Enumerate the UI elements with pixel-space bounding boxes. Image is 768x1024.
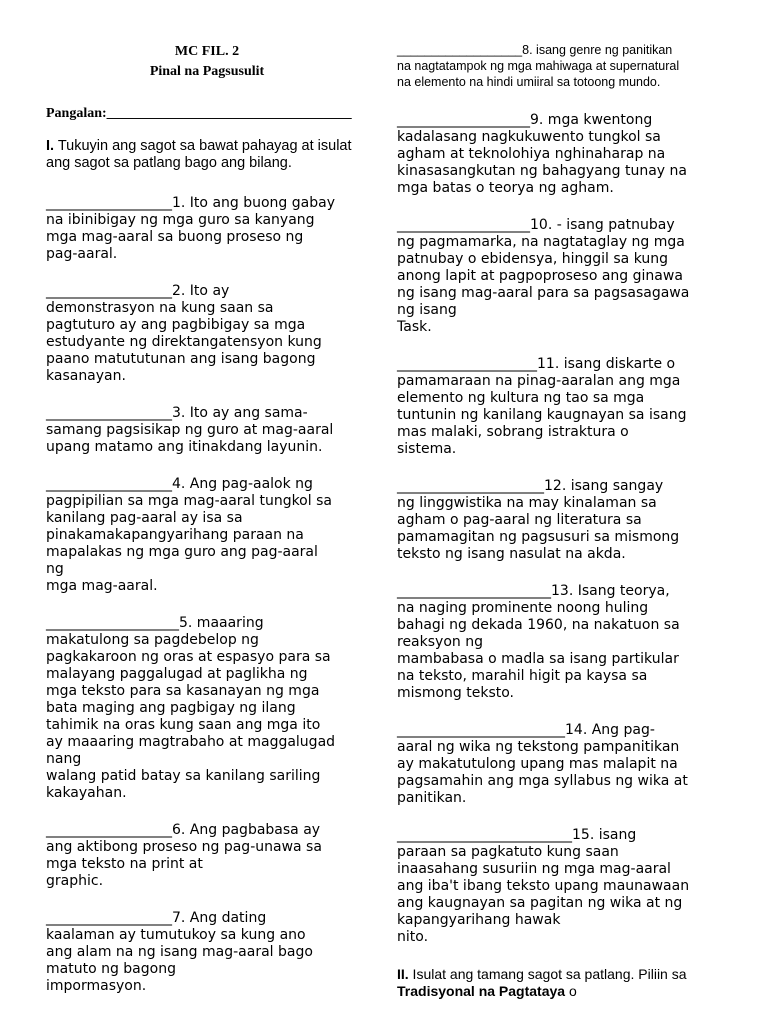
course-title: MC FIL. 2 [174, 44, 240, 59]
answer-blank-5: ___________________ [46, 615, 179, 631]
answer-blank-13: ______________________ [397, 583, 551, 599]
question-text-10: 10. - isang patnubay ng pagmamarka, na nagtataglay ng mga patnubay o ebidensya, hinggil sa kung anong lapit at pagpoproseso ang ginawa ng isang mag-aaral para sa pagsasagawa ng isang Task. [397, 217, 690, 335]
question-item-9 [397, 112, 737, 197]
name-field-label: Pangalan:___________________________________ [46, 106, 352, 121]
question-item-13 [397, 583, 737, 702]
question-item-14 [397, 722, 737, 807]
question-text-5: 5. maaaring makatulong sa pagdebelop ng pagkakaroon ng oras at espasyo para sa malayang paggalugad at paglikha ng mga teksto para sa kasanayan ng mga bata maging ang pagbigay ng ilang tahimik na oras kung saan ang mga ito ay maaaring magtrabaho at maggalugad nang walang patid batay sa kanilang sariling kakayahan. [46, 615, 336, 801]
question-item-2 [46, 283, 368, 385]
answer-blank-7: __________________ [46, 910, 172, 926]
answer-blank-2: __________________ [46, 283, 172, 299]
question-text-1: 1. Ito ang buong gabay na ibinibigay ng mga guro sa kanyang mga mag-aaral sa buong proseso ng pag-aaral. [46, 195, 335, 262]
question-text-8: 8. isang genre ng panitikan na nagtatampok ng mga mahiwaga at supernatural na elemento na hindi umiiral sa totoong mundo. [397, 43, 680, 89]
question-item-3 [46, 405, 368, 456]
part2-tail: o [565, 983, 577, 999]
question-text-2: 2. Ito ay demonstrasyon na kung saan sa pagtuturo ay ang pagbibigay sa mga estudyante ng direktangatensyon kung paano matututunan ang isang bagong kasanayan. [46, 283, 322, 384]
question-item-4 [46, 476, 368, 595]
part2-bold-term: Tradisyonal na Pagtataya [397, 983, 566, 999]
question-item-15 [397, 827, 737, 946]
answer-blank-14: ________________________ [397, 722, 565, 738]
question-text-9: 9. mga kwentong kadalasang nagkukuwento tungkol sa agham at teknolohiya nghinaharap na kinasasangkutan ng bahagyang tunay na mga batas o teorya ng agham. [397, 112, 687, 196]
part2-instruction [397, 966, 737, 1000]
part1-instruction [46, 138, 368, 172]
question-item-11 [397, 356, 737, 458]
question-text-6: 6. Ang pagbabasa ay ang aktibong proseso ng pag-unawa sa mga teksto na print at graphic. [46, 822, 322, 889]
question-text-15: 15. isang paraan sa pagkatuto kung saan inaasahang susuriin ng mga mag-aaral ang iba't ibang teksto upang maunawaan ang kaugnayan sa pagitan ng wika at ng kapangyarihang hawak nito. [397, 827, 690, 945]
question-text-14: 14. Ang pag- aaral ng wika ng tekstong pampanitikan ay makatutulong upang mas malapit na pagsamahin ang mga syllabus ng wika at panitikan. [397, 722, 688, 806]
left-items [46, 195, 368, 995]
question-text-11: 11. isang diskarte o pamamaraan na pinag-aaralan ang mga elemento ng kultura ng tao sa mga tuntunin ng kanilang kaugnayan sa isang mas malaki, sobrang istraktura o sistema. [397, 356, 687, 457]
answer-blank-3: __________________ [46, 405, 172, 421]
question-item-6 [46, 822, 368, 890]
right-column [397, 42, 737, 1000]
answer-blank-1: __________________ [46, 195, 172, 211]
part2-numeral: II. [397, 966, 409, 982]
question-text-13: 13. Isang teorya, na naging prominente noong huling bahagi ng dekada 1960, na nakatuon sa reaksyon ng mambabasa o madla sa isang partikular na teksto, marahil higit pa kaysa sa mismong teksto. [397, 583, 680, 701]
answer-blank-6: __________________ [46, 822, 172, 838]
question-item-5 [46, 615, 368, 802]
question-item-10 [397, 217, 737, 336]
part1-numeral: I. [46, 138, 55, 154]
answer-blank-10: ___________________ [397, 217, 530, 233]
answer-blank-4: __________________ [46, 476, 172, 492]
question-text-3: 3. Ito ay ang sama- samang pagsisikap ng guro at mag-aaral upang matamo ang itinakdang layunin. [46, 405, 334, 455]
question-item-1 [46, 195, 368, 263]
question-text-4: 4. Ang pag-aalok ng pagpipilian sa mga mag-aaral tungkol sa kanilang pag-aaral ay isa sa pinakamakapangyarihang paraan na mapalakas ng mga guro ang pag-aaral ng mga mag-aaral. [46, 476, 332, 594]
answer-blank-9: ___________________ [397, 112, 530, 128]
left-column [46, 42, 368, 1015]
question-item-7 [46, 910, 368, 995]
question-item-8 [397, 42, 737, 90]
answer-blank-8: __________________ [397, 43, 523, 57]
answer-blank-12: _____________________ [397, 478, 544, 494]
question-text-7: 7. Ang dating kaalaman ay tumutukoy sa kung ano ang alam na ng isang mag-aaral bago matuto ng bagong impormasyon. [46, 910, 313, 994]
question-text-12: 12. isang sangay ng linggwistika na may kinalaman sa agham o pag-aaral ng literatura sa pamamagitan ng pagsusuri sa mismong teksto ng isang nasulat na akda. [397, 478, 680, 562]
answer-blank-15: _________________________ [397, 827, 572, 843]
question-item-12 [397, 478, 737, 563]
answer-blank-11: ____________________ [397, 356, 537, 372]
exam-title: Pinal na Pagsusulit [149, 64, 265, 79]
part1-instruction-text: Tukuyin ang sagot sa bawat pahayag at isulat ang sagot sa patlang bago ang bilang. [46, 138, 352, 171]
part2-instruction-text: Isulat ang tamang sagot sa patlang. Piliin sa [408, 966, 687, 982]
